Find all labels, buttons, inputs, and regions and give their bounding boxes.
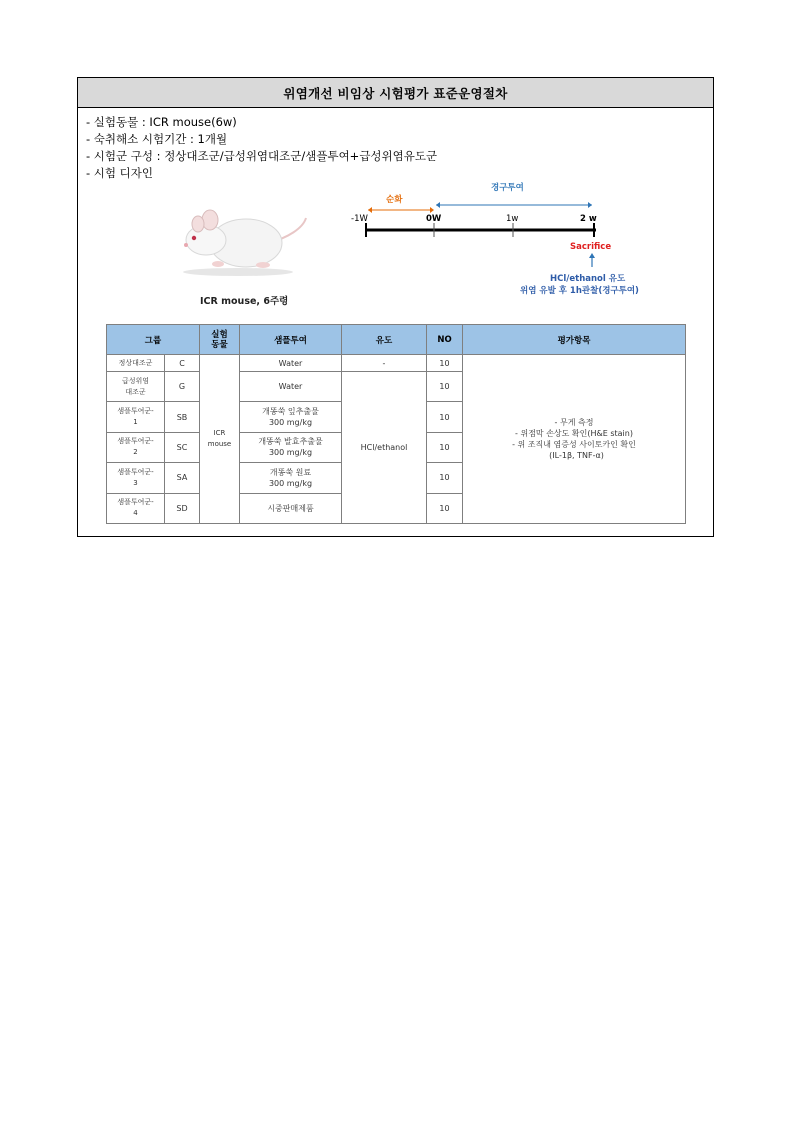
header-no: NO bbox=[427, 325, 463, 355]
eval-cell bbox=[463, 355, 686, 524]
table-header-row bbox=[107, 325, 686, 355]
label-tick-1w: 1w bbox=[506, 214, 519, 224]
bullet-period: - 숙취해소 시험기간 : 1개월 bbox=[86, 132, 228, 146]
timeline bbox=[348, 183, 639, 313]
no-cell: 10 bbox=[427, 493, 463, 523]
no-cell: 10 bbox=[427, 355, 463, 372]
mouse-caption: ICR mouse, 6주령 bbox=[200, 296, 289, 307]
label-tick-minus1w: -1W bbox=[351, 214, 368, 224]
eval-item: - 위점막 손상도 확인(H&E stain) bbox=[515, 429, 633, 438]
label-tick-0w: 0W bbox=[426, 214, 442, 224]
group-code: SD bbox=[165, 493, 200, 523]
group-code: SB bbox=[165, 402, 200, 432]
label-acclimation: 순화 bbox=[386, 195, 403, 205]
header-eval: 평가항목 bbox=[463, 325, 686, 355]
document-title: 위염개선 비임상 시험평가 표준운영절차 bbox=[78, 78, 713, 108]
group-name: 샘플투여군- 2 bbox=[107, 432, 165, 462]
bullet-design: - 시험 디자인 bbox=[86, 166, 154, 180]
sample-cell: Water bbox=[240, 372, 342, 402]
group-name: 정상대조군 bbox=[107, 355, 165, 372]
induce-cell-control: - bbox=[342, 355, 427, 372]
group-name: 샘플투여군- 1 bbox=[107, 402, 165, 432]
animal-cell: ICR mouse bbox=[200, 355, 240, 524]
header-animal: 실험 동물 bbox=[200, 325, 240, 355]
label-oral: 경구투여 bbox=[491, 183, 524, 193]
header-sample: 샘플투여 bbox=[240, 325, 342, 355]
sop-box bbox=[77, 77, 714, 537]
sample-cell: Water bbox=[240, 355, 342, 372]
header-group: 그룹 bbox=[107, 325, 200, 355]
group-code: SC bbox=[165, 432, 200, 462]
label-tick-2w: 2 w bbox=[580, 214, 597, 224]
group-name: 샘플투여군- 3 bbox=[107, 463, 165, 493]
eval-item: (IL-1β, TNF-α) bbox=[544, 451, 604, 460]
table-row bbox=[107, 355, 686, 372]
eval-item: - 무게 측정 bbox=[554, 418, 594, 427]
label-induce: HCl/ethanol 유도 bbox=[550, 274, 626, 284]
sample-cell: 개똥쑥 잎추출물 300 mg/kg bbox=[240, 402, 342, 432]
bullet-list bbox=[86, 114, 437, 182]
induce-cell: HCl/ethanol bbox=[342, 372, 427, 524]
group-table bbox=[106, 324, 686, 524]
group-code: SA bbox=[165, 463, 200, 493]
bullet-animal: - 실험동물 : ICR mouse(6w) bbox=[86, 115, 237, 129]
group-name: 샘플투여군- 4 bbox=[107, 493, 165, 523]
no-cell: 10 bbox=[427, 432, 463, 462]
group-code: C bbox=[165, 355, 200, 372]
sample-cell: 개똥쑥 발효추출물 300 mg/kg bbox=[240, 432, 342, 462]
group-code: G bbox=[165, 372, 200, 402]
no-cell: 10 bbox=[427, 372, 463, 402]
mouse-image bbox=[168, 198, 308, 278]
sample-cell: 개똥쑥 원료 300 mg/kg bbox=[240, 463, 342, 493]
bullet-groups: - 시험군 구성 : 정상대조군/급성위염대조군/샘플투여+급성위염유도군 bbox=[86, 149, 438, 163]
group-name: 급성위염 대조군 bbox=[107, 372, 165, 402]
sample-cell: 시중판매제품 bbox=[240, 493, 342, 523]
label-sacrifice: Sacrifice bbox=[570, 242, 612, 252]
no-cell: 10 bbox=[427, 463, 463, 493]
no-cell: 10 bbox=[427, 402, 463, 432]
eval-item: - 위 조직내 염증성 사이토카인 확인 bbox=[512, 440, 636, 449]
header-induce: 유도 bbox=[342, 325, 427, 355]
label-observe: 위염 유발 후 1h관찰(경구투여) bbox=[520, 286, 639, 296]
